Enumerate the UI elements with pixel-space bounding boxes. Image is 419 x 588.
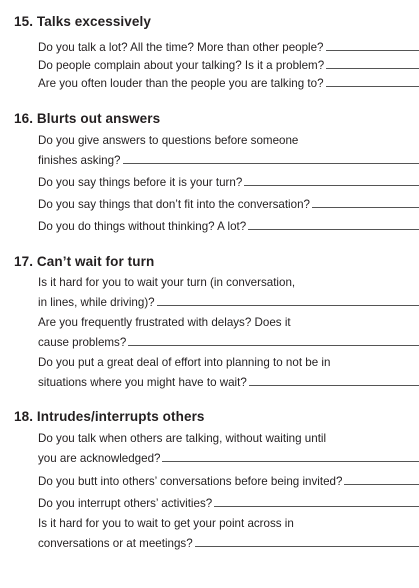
question-text: Do you butt into others’ conversations before being invited? bbox=[38, 475, 343, 488]
question-text: Is it hard for you to wait your turn (in conversation, bbox=[38, 276, 296, 289]
answer-line[interactable] bbox=[326, 73, 419, 87]
question-item[interactable] bbox=[38, 37, 419, 55]
question-item[interactable] bbox=[38, 314, 419, 350]
answer-line[interactable] bbox=[312, 194, 419, 208]
section-heading: 18. Intrudes/interrupts others bbox=[14, 409, 205, 424]
question-line bbox=[38, 172, 419, 190]
question-item[interactable] bbox=[38, 172, 419, 190]
answer-line[interactable] bbox=[195, 533, 419, 547]
question-text: Do people complain about your talking? Is it a problem? bbox=[38, 59, 325, 72]
question-text: Are you often louder than the people you are talking to? bbox=[38, 77, 324, 90]
question-line bbox=[38, 216, 419, 234]
question-item[interactable] bbox=[38, 274, 419, 310]
question-text: Do you interrupt others’ activities? bbox=[38, 497, 213, 510]
question-text: Do you talk when others are talking, without waiting until bbox=[38, 432, 327, 445]
question-text: Do you say things before it is your turn? bbox=[38, 176, 243, 189]
answer-line[interactable] bbox=[326, 37, 419, 51]
question-line bbox=[38, 37, 419, 55]
question-text: Do you give answers to questions before someone bbox=[38, 134, 299, 147]
answer-line[interactable] bbox=[249, 372, 419, 386]
question-line bbox=[38, 533, 419, 551]
section-heading: 17. Can’t wait for turn bbox=[14, 254, 155, 269]
question-line bbox=[38, 430, 419, 448]
question-line bbox=[38, 372, 419, 390]
question-item[interactable] bbox=[38, 493, 419, 511]
section-heading: 15. Talks excessively bbox=[14, 14, 151, 29]
question-item[interactable] bbox=[38, 471, 419, 489]
question-item[interactable] bbox=[38, 73, 419, 91]
question-item[interactable] bbox=[38, 55, 419, 73]
question-line bbox=[38, 493, 419, 511]
question-line bbox=[38, 73, 419, 91]
question-text: cause problems? bbox=[38, 336, 127, 349]
question-item[interactable] bbox=[38, 216, 419, 234]
question-line bbox=[38, 314, 419, 332]
section-heading: 16. Blurts out answers bbox=[14, 111, 161, 126]
question-text: Do you put a great deal of effort into planning to not be in bbox=[38, 356, 331, 369]
question-text: in lines, while driving)? bbox=[38, 296, 155, 309]
question-text: you are acknowledged? bbox=[38, 452, 161, 465]
question-text: Do you talk a lot? All the time? More than other people? bbox=[38, 41, 324, 54]
question-line bbox=[38, 132, 419, 150]
question-line bbox=[38, 448, 419, 466]
question-text: Is it hard for you to wait to get your point across in bbox=[38, 517, 294, 530]
answer-line[interactable] bbox=[157, 292, 419, 306]
question-line bbox=[38, 332, 419, 350]
answer-line[interactable] bbox=[326, 55, 419, 69]
question-line bbox=[38, 292, 419, 310]
question-line bbox=[38, 515, 419, 533]
question-line bbox=[38, 354, 419, 372]
question-text: conversations or at meetings? bbox=[38, 537, 193, 550]
answer-line[interactable] bbox=[162, 448, 419, 462]
question-item[interactable] bbox=[38, 515, 419, 551]
question-item[interactable] bbox=[38, 354, 419, 390]
answer-line[interactable] bbox=[244, 172, 419, 186]
question-text: Do you do things without thinking? A lot? bbox=[38, 220, 247, 233]
question-line bbox=[38, 274, 419, 292]
question-item[interactable] bbox=[38, 194, 419, 212]
answer-line[interactable] bbox=[214, 493, 419, 507]
question-item[interactable] bbox=[38, 430, 419, 466]
answer-line[interactable] bbox=[248, 216, 419, 230]
question-line bbox=[38, 150, 419, 168]
question-text: Are you frequently frustrated with delays? Does it bbox=[38, 316, 291, 329]
question-text: finishes asking? bbox=[38, 154, 121, 167]
question-text: Do you say things that don’t fit into the conversation? bbox=[38, 198, 310, 211]
question-text: situations where you might have to wait? bbox=[38, 376, 247, 389]
question-item[interactable] bbox=[38, 132, 419, 168]
question-line bbox=[38, 194, 419, 212]
answer-line[interactable] bbox=[344, 471, 419, 485]
answer-line[interactable] bbox=[123, 150, 419, 164]
question-line bbox=[38, 471, 419, 489]
question-line bbox=[38, 55, 419, 73]
answer-line[interactable] bbox=[128, 332, 419, 346]
